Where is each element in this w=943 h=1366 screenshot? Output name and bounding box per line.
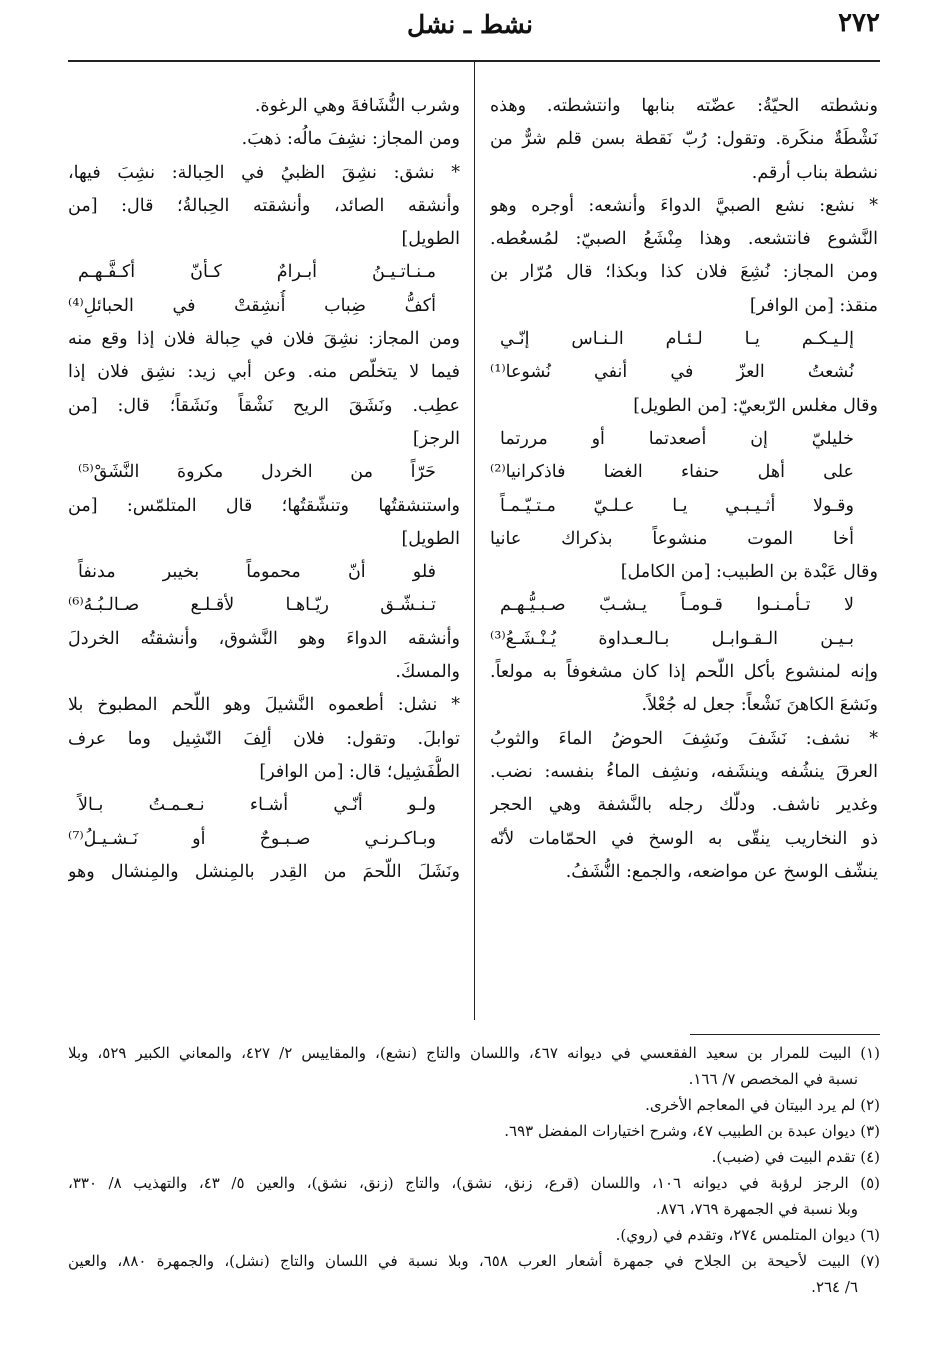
right-column-line: لا تـأمـنـوا قـومـاً يـشـبّ صـبـيُّـهـم — [500, 595, 854, 616]
right-column-line: بـيـن الـقـوابـل بـالـعـداوة يُـنْـشَـعُ⁽³⁾ — [490, 628, 854, 649]
footnote-rule — [690, 1034, 880, 1035]
left-column-line: عطِب. ونَشَقَ الريح نَشْقاً ونَشَقاً؛ قال: [من — [68, 395, 460, 416]
right-column-line: أخا الموت منشوعاً بذكراك عانيا — [490, 528, 854, 549]
right-column-line: نشطة بناب أرقم. — [751, 162, 878, 183]
footnote-line: (١) البيت للمرار بن سعيد الفقعسي في ديوانه ٤٦٧، واللسان والتاج (نشع)، والمقاييس ٢/ ٤٢٧، والمعاني الكبير ٥٢٩، وبلا — [68, 1044, 880, 1062]
left-column-line: والمسكَ. — [395, 662, 460, 683]
page-number: ٢٧٢ — [838, 8, 880, 38]
footnote-line: (٤) تقدم البيت في (ضبب). — [711, 1148, 880, 1166]
footnote-line: (٧) البيت لأحيحة بن الجلاح في جمهرة أشعار العرب ٦٥٨، وبلا نسبة في اللسان والتاج (نشل)، والجمهرة ٨٨٠، والعين — [68, 1252, 880, 1270]
footnote-line: (٢) لم يرد البيتان في المعاجم الأخرى. — [645, 1096, 880, 1114]
left-column-line: وبـاكـرنـي صـبـوحٌ أو نَـشـيـلُ⁽⁷⁾ — [68, 828, 436, 849]
right-column-line: ونَشعَ الكاهنَ نَشْعاً: جعل له جُعْلاً. — [641, 695, 878, 716]
left-column-line: * نشق: نشِقَ الظبيُ في الحِبالة: نشِبَ فيها، — [68, 162, 460, 183]
left-column — [68, 90, 460, 1020]
right-column-line: ينشّف الوسخ عن مواضعه، والجمع: النُّشَفُ. — [565, 861, 878, 882]
left-column-line: حَرّاً من الخردل مكروهَ النَّشَقْ⁽⁵⁾ — [78, 462, 436, 483]
left-column-line: وشرب النُّشَافةَ وهي الرغوة. — [254, 96, 460, 116]
left-column-line: تـنـشّـق ريّـاهـا لأقـلـع صـالـبُـهُ⁽⁶⁾ — [68, 595, 436, 616]
right-column-line: وإنه لمنشوع بأكل اللّحم إذا كان مشغوفاً به مولعاً. — [490, 662, 878, 683]
left-column-line: ومن المجاز: نشِقَ فلان في حِبالة فلان إذا وقع منه — [68, 329, 460, 350]
right-column-line: خليليّ إن أصعدتما أو مررتما — [500, 428, 854, 449]
right-column-line: ذو النخاريب ينقّى به الوسخ في الحمّامات لأنّه — [490, 828, 878, 849]
left-column-line: الرجز] — [412, 428, 460, 449]
right-column-line: وقـولا أثـيـبـي يـا عـلـيّ مـتـيّـمـاً — [500, 495, 854, 516]
left-column-line: ولـو أنّـي أشـاء نـعـمـتُ بـالاً — [78, 795, 436, 816]
footnote-line: (٣) ديوان عبدة بن الطبيب ٤٧، وشرح اختيارات المفضل ٦٩٣. — [504, 1122, 880, 1140]
right-column-line: العرقَ ينشُفه وينشَفه، ونشِف الماءُ بنفسه: نضب. — [490, 761, 878, 782]
right-column-line: النَّشوع فانتشعه. وهذا مِنْشَعُ الصبيّ: لمُسعُطه. — [490, 229, 878, 250]
left-column-line: توابلَ. وتقول: فلان ألِفَ النّشِيل وما عرف — [68, 728, 460, 749]
footnote-line: وبلا نسبة في الجمهرة ٧٦٩، ٨٧٦. — [655, 1200, 858, 1218]
left-column-line: فيما لا يتخلّص منه. وعن أبي زيد: نشِق فلان إذا — [68, 362, 460, 383]
footnote-line: (٦) ديوان المتلمس ٢٧٤، وتقدم في (روي). — [615, 1226, 880, 1244]
left-column-line: واستنشقتُها وتنشّقتُها؛ قال المتلمّس: [من — [68, 495, 460, 516]
left-column-line: وأنشقه الدواءَ وهو النَّشوق، وأنشقتُه الخردلَ — [68, 628, 460, 649]
footnote-line: نسبة في المخصص ٧/ ١٦٦. — [688, 1070, 858, 1088]
footnote-line: ٦/ ٢٦٤. — [811, 1278, 858, 1296]
right-column-line: ونشطته الحيّةُ: عضّته بنابها وانتشطته. وهذه — [490, 96, 878, 116]
page-title: نشط ـ نشل — [407, 10, 533, 39]
right-column-line: ومن المجاز: نُشِعَ فلان كذا وبكذا؛ قال مُرّار بن — [490, 262, 878, 283]
right-column-line: نَشْطَةٌ منكَرة. وتقول: رُبّ نَقطة بسن قلم شرٌّ من — [490, 129, 878, 150]
left-column-line: * نشل: أطعموه النَّشيلَ وهو اللّحم المطبوخ بلا — [68, 695, 460, 716]
left-column-line: الطويل] — [401, 528, 460, 549]
footnotes — [68, 1040, 880, 1300]
column-divider — [474, 60, 475, 1020]
right-column-line: إلـيـكـم يـا لـئـام الـنـاس إنّـي — [500, 329, 854, 350]
right-column — [490, 90, 878, 1020]
left-column-line: ومن المجاز: نشِفَ مالُه: ذهبَ. — [241, 129, 460, 150]
left-column-line: ونَشَلَ اللّحمَ من القِدر بالمِنشل والمِنشال وهو — [68, 861, 460, 882]
right-column-line: نُشعتُ العزّ في أنفي نُشوعا⁽¹⁾ — [490, 362, 854, 383]
right-column-line: * نشع: نشع الصبيَّ الدواءَ وأنشعه: أوجره وهو — [490, 195, 878, 216]
left-column-line: مـنـاتـيـنُ أبـرامٌ كـأنّ أكـفَّـهـم — [78, 262, 436, 283]
page-header — [60, 6, 880, 46]
right-column-line: وقال مغلس الرّبعيّ: [من الطويل] — [633, 395, 878, 416]
right-column-line: * نشف: نَشَفَ ونَشِفَ الحوضُ الماءَ والثوبُ — [490, 728, 878, 749]
footnote-line: (٥) الرجز لرؤبة في ديوانه ١٠٦، واللسان (قرع، زنق، نشق)، والتاج (زنق، نشق)، والعين ٥/ ٤٣، والتهذيب ٨/ ٣٣٠، — [68, 1174, 880, 1192]
left-column-line: الطُّفَشِيل؛ قال: [من الوافر] — [259, 761, 460, 782]
right-column-line: وغدير ناشف. ودلّك رجله بالنَّشفة وهي الحجر — [490, 795, 878, 816]
right-column-line: منقذ: [من الوافر] — [749, 295, 878, 316]
left-column-line: أكفُّ ضِباب أُنشِقتْ في الحبائلِ⁽⁴⁾ — [68, 295, 436, 316]
right-column-line: وقال عَبْدة بن الطبيب: [من الكامل] — [620, 562, 878, 583]
left-column-line: الطويل] — [401, 229, 460, 250]
right-column-line: على أهل حنفاء الغضا فاذكرانيا⁽²⁾ — [490, 462, 854, 483]
left-column-line: وأنشقه الصائد، وأنشقته الحِبالةُ؛ قال: [من — [68, 195, 460, 216]
left-column-line: فلو أنّ محموماً بخيبر مدنفاً — [78, 562, 436, 583]
